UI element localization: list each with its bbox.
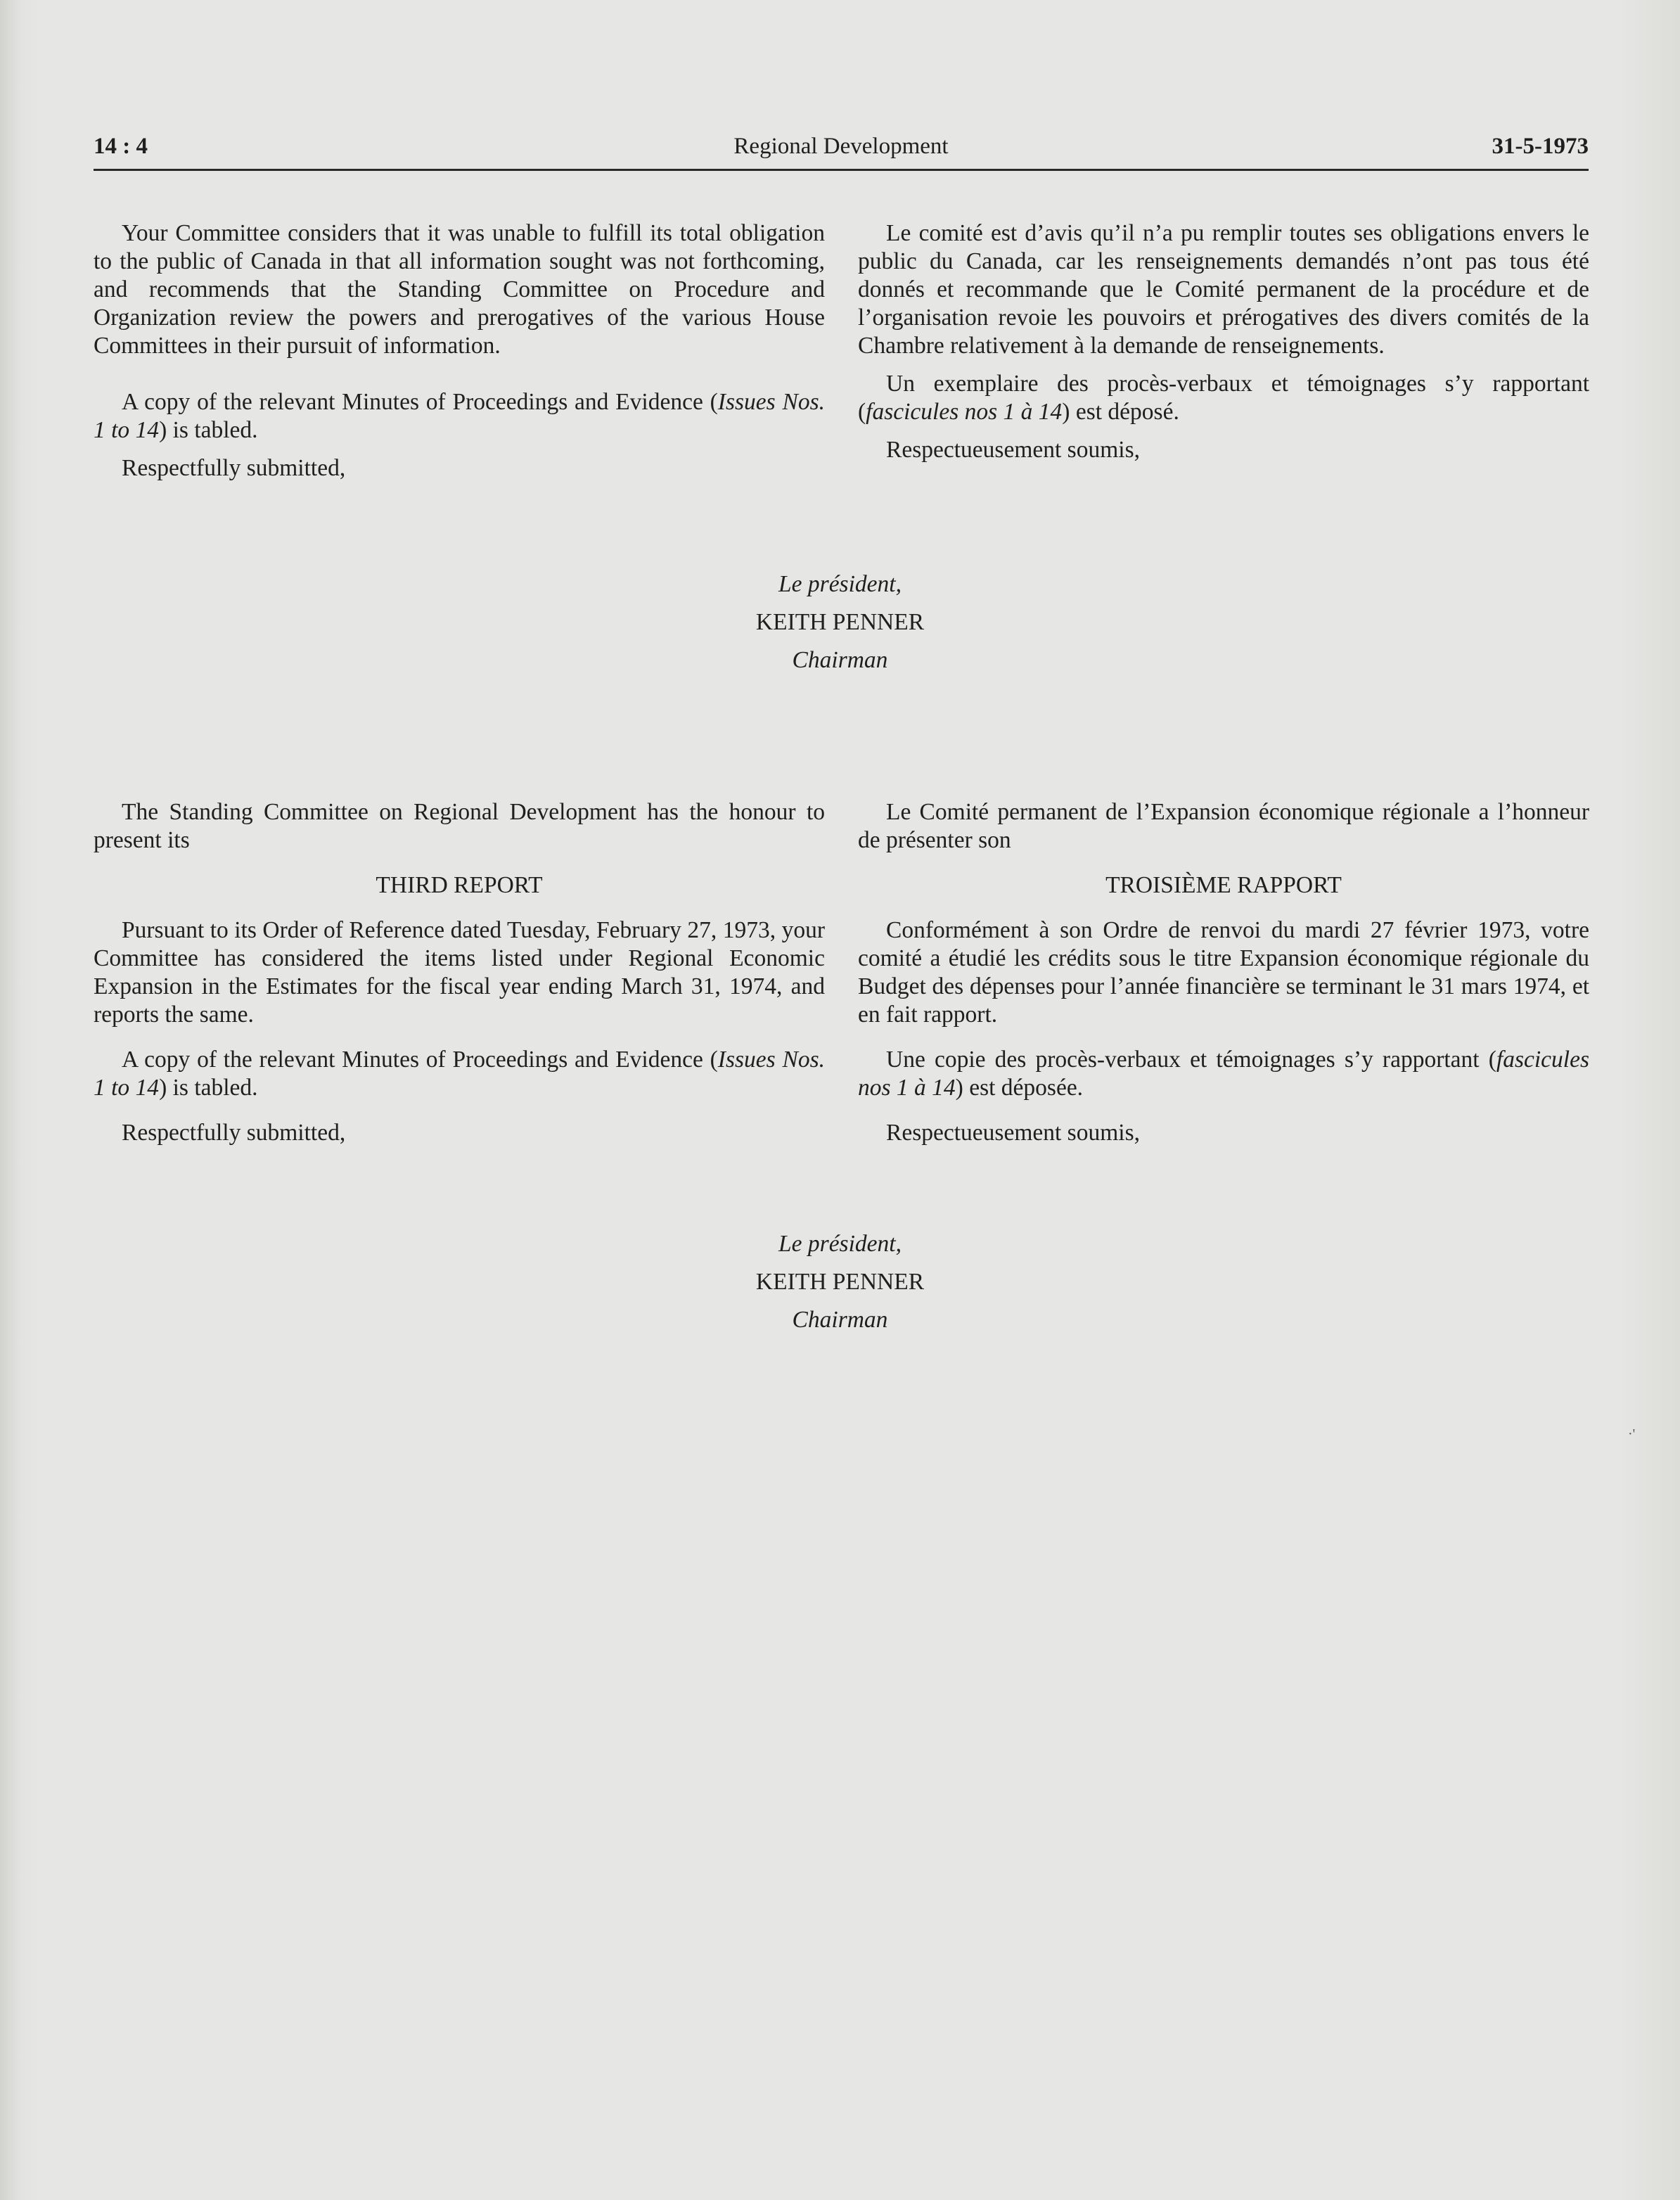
section2-en-closing: Respectfully submitted, xyxy=(122,1120,346,1146)
signature-name: KEITH PENNER xyxy=(755,1269,925,1295)
section2-en-tabled-paragraph: A copy of the relevant Minutes of Proceedings and Evidence (Issues Nos. 1 to 14) is tabled. xyxy=(94,1047,825,1101)
section2-fr-intro: Le Comité permanent de l’Expansion économique régionale a l’honneur de présenter son xyxy=(858,799,1589,853)
page-number: 14 : 4 xyxy=(94,134,148,159)
section2-en-intro: The Standing Committee on Regional Development has the honour to present its xyxy=(94,799,825,853)
section2-en-heading: THIRD REPORT xyxy=(376,872,543,898)
section2-english-column xyxy=(94,798,825,1147)
section1-en-tabled-paragraph: A copy of the relevant Minutes of Proceedings and Evidence (Issues Nos. 1 to 14) is tabled. xyxy=(94,389,825,443)
section2-fr-paragraph: Conformément à son Ordre de renvoi du mardi 27 février 1973, votre comité a étudié les crédits sous le titre Expansion économique régionale du Budget des dépenses pour l’année financière se terminant le 31 mars 1974, et en fait rapport. xyxy=(858,917,1589,1028)
section1-fr-closing: Respectueusement soumis, xyxy=(886,437,1140,463)
section2-fr-closing: Respectueusement soumis, xyxy=(886,1120,1140,1146)
signature-fr-title: Le président, xyxy=(778,1231,902,1257)
header-rule xyxy=(94,169,1589,171)
section2-signature xyxy=(0,1225,1680,1339)
section2-fr-tabled-paragraph: Une copie des procès-verbaux et témoignages s’y rapportant (fascicules nos 1 à 14) est déposée. xyxy=(858,1047,1589,1101)
header-date: 31-5-1973 xyxy=(1492,134,1589,159)
page-header xyxy=(94,134,1589,165)
section2-en-paragraph: Pursuant to its Order of Reference dated Tuesday, February 27, 1973, your Committee has considered the items listed under Regional Economic Expansion in the Estimates for the fiscal year ending March 31, 1974, and reports the same. xyxy=(94,917,825,1028)
section2-french-column xyxy=(858,798,1589,1147)
section1-fr-paragraph: Le comité est d’avis qu’il n’a pu remplir toutes ses obligations envers le public du Canada, car les renseignements demandés n’ont pas tous été donnés et recommande que le Comité permanent de la procédure et de l’organisation revoie les pouvoirs et prérogatives des divers comités de la Chambre relativement à la demande de renseignements. xyxy=(858,220,1589,359)
section1-en-closing: Respectfully submitted, xyxy=(122,455,346,481)
running-title: Regional Development xyxy=(733,134,949,159)
section1-fr-tabled-paragraph: Un exemplaire des procès-verbaux et témoignages s’y rapportant (fascicules nos 1 à 14) est déposé. xyxy=(858,371,1589,425)
section1-signature xyxy=(0,565,1680,679)
signature-en-title: Chairman xyxy=(792,1307,888,1333)
section2-fr-heading: TROISIÈME RAPPORT xyxy=(1105,872,1342,898)
section1-french-column xyxy=(858,219,1589,464)
section1-english-column xyxy=(94,219,825,482)
stray-mark: ·' xyxy=(1628,1426,1636,1442)
signature-name: KEITH PENNER xyxy=(755,609,925,635)
signature-fr-title: Le président, xyxy=(778,571,902,597)
section1-en-paragraph: Your Committee considers that it was unable to fulfill its total obligation to the public of Canada in that all information sought was not forthcoming, and recommends that the Standing Committee on Procedure and Organization review the powers and prerogatives of the various House Committees in their pursuit of information. xyxy=(94,220,825,359)
signature-en-title: Chairman xyxy=(792,647,888,673)
